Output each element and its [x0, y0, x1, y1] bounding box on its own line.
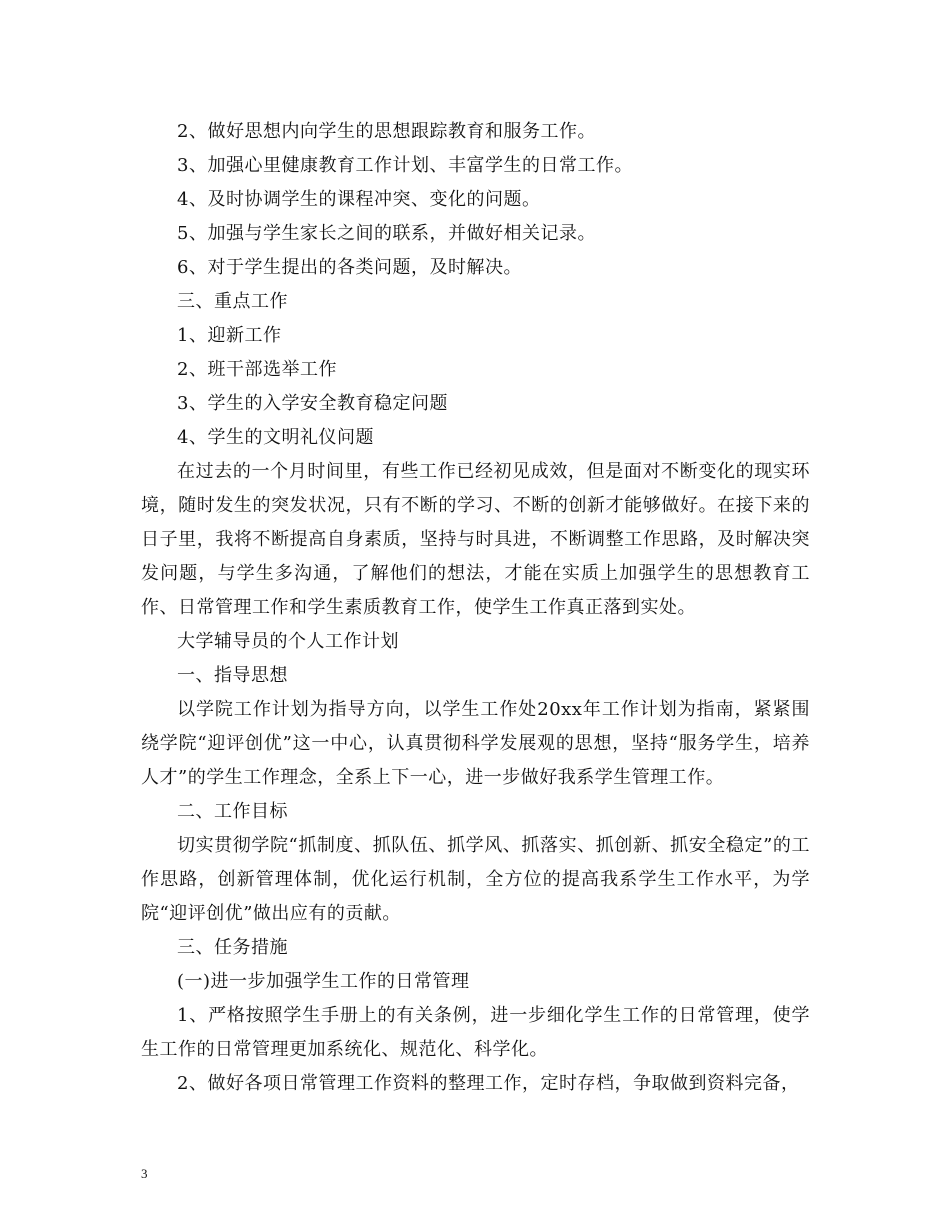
paragraph: 2、做好各项日常管理工作资料的整理工作，定时存档，争取做到资料完备， — [177, 1073, 800, 1094]
subsection-heading: (一)进一步加强学生工作的日常管理 — [177, 971, 470, 992]
paragraph: 6、对于学生提出的各类问题，及时解决。 — [177, 257, 522, 278]
section-heading: 二、工作目标 — [177, 801, 288, 822]
section-heading: 三、重点工作 — [177, 291, 288, 312]
document-body — [141, 115, 810, 1101]
section-heading: 一、指导思想 — [177, 665, 288, 686]
paragraph: 2、班干部选举工作 — [177, 359, 337, 380]
paragraph: 切实贯彻学院“抓制度、抓队伍、抓学风、抓落实、抓创新、抓安全稳定”的工作思路，创新管理体制，优化运行机制，全方位的提高我系学生工作水平，为学院“迎评创优”做出应有的贡献。 — [141, 835, 810, 924]
paragraph: 2、做好思想内向学生的思想跟踪教育和服务工作。 — [177, 121, 596, 142]
paragraph: 5、加强与学生家长之间的联系，并做好相关记录。 — [177, 223, 596, 244]
paragraph: 3、加强心里健康教育工作计划、丰富学生的日常工作。 — [177, 155, 633, 176]
paragraph: 4、及时协调学生的课程冲突、变化的问题。 — [177, 189, 541, 210]
paragraph: 4、学生的文明礼仪问题 — [177, 427, 374, 448]
paragraph: 3、学生的入学安全教育稳定问题 — [177, 393, 448, 414]
paragraph: 1、迎新工作 — [177, 325, 282, 346]
paragraph: 在过去的一个月时间里，有些工作已经初见成效，但是面对不断变化的现实环境，随时发生的突发状况，只有不断的学习、不断的创新才能够做好。在接下来的日子里，我将不断提高自身素质，坚持与时具进，不断调整工作思路，及时解决突发问题，与学生多沟通，了解他们的想法，才能在实质上加强学生的思想教育工作、日常管理工作和学生素质教育工作，使学生工作真正落到实处。 — [141, 461, 810, 618]
paragraph: 1、严格按照学生手册上的有关条例，进一步细化学生工作的日常管理，使学生工作的日常管理更加系统化、规范化、科学化。 — [141, 1005, 810, 1060]
section-heading: 三、任务措施 — [177, 937, 288, 958]
document-title: 大学辅导员的个人工作计划 — [177, 631, 399, 652]
paragraph: 以学院工作计划为指导方向，以学生工作处20xx年工作计划为指南，紧紧围绕学院“迎评创优”这一中心，认真贯彻科学发展观的思想，坚持“服务学生，培养人才”的学生工作理念，全系上下一心，进一步做好我系学生管理工作。 — [141, 699, 810, 788]
page-number: 3 — [141, 1166, 148, 1181]
